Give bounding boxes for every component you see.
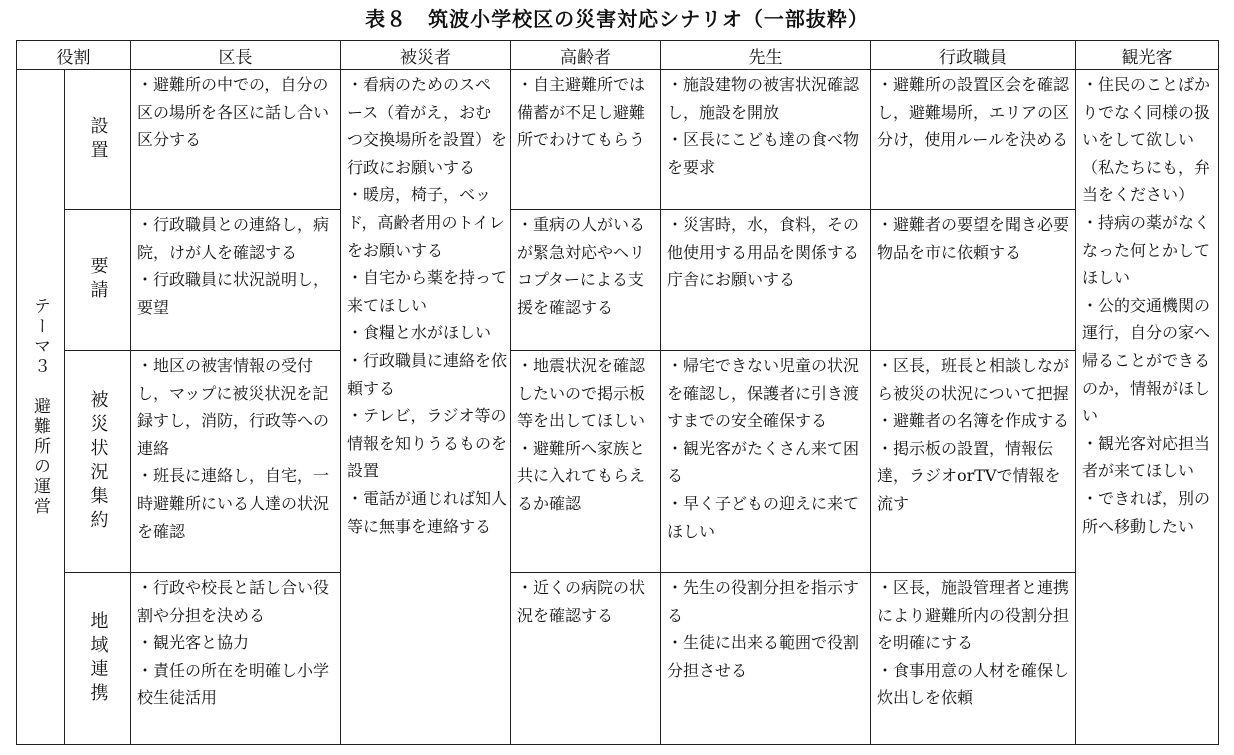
- header-row: [17, 41, 1219, 70]
- bullet-item: ・生徒に出来る範囲で役割分担させる: [667, 633, 860, 680]
- header-tourist: 観光客: [1076, 41, 1219, 70]
- cell-admin-request: [871, 210, 1076, 351]
- theme-label: テーマ３ 避難所の運営: [30, 297, 50, 517]
- bullet-item: ・班長に連絡し，自宅，一時避難所にいる人達の状況を確認: [137, 466, 330, 541]
- table-title: 表８ 筑波小学校区の災害対応シナリオ（一部抜粋）: [365, 7, 869, 31]
- cell-elderly-region: [511, 573, 661, 745]
- bullet-item: ・避難者の要望を聞き必要物品を市に依頼する: [877, 215, 1070, 262]
- row-setup: [17, 70, 1219, 210]
- row-region: [17, 573, 1219, 745]
- bullet-item: ・行政職員に状況説明し，要望: [137, 270, 330, 317]
- phase-label: 要請: [87, 256, 109, 304]
- phase-setup: [65, 70, 131, 210]
- bullet-item: ・持病の薬がなくなった何とかしてほしい: [1082, 212, 1211, 288]
- cell-admin-status: [871, 351, 1076, 573]
- bullet-item: ・避難所の設置区会を確認し，避難場所，エリアの区分け，使用ルールを決める: [877, 75, 1070, 150]
- bullet-item: ・公的交通機関の運行，自分の家へ帰ることができるのか，情報がほしい: [1082, 295, 1211, 426]
- bullet-item: ・災害時，水，食料，その他使用する用品を関係する庁舎にお願いする: [667, 215, 860, 290]
- bullet-item: ・帰宅できない児童の状況を確認し，保護者に引き渡すまでの安全確保する: [667, 356, 860, 431]
- bullet-item: ・自主避難所では備蓄が不足し避難所でわけてもらう: [517, 75, 646, 150]
- phase-status: [65, 351, 131, 573]
- cell-tourist: [1076, 70, 1219, 745]
- cell-admin-setup: [871, 70, 1076, 210]
- cell-elderly-setup: [511, 70, 661, 210]
- bullet-item: ・電話が通じれば知人等に無事を連絡する: [347, 488, 508, 536]
- bullet-item: ・避難者の名簿を作成する: [877, 411, 1070, 431]
- bullet-item: ・地区の被害情報の受付し，マップに被災状況を記録すし，消防，行政等への連絡: [137, 356, 330, 458]
- bullet-item: ・重病の人がいるが緊急対応やヘリコプターによる支援を確認する: [517, 215, 646, 317]
- bullet-item: ・観光客対応担当者が来てほしい: [1082, 433, 1211, 481]
- bullet-item: ・住民のことばかりでなく同様の扱いをして欲しい（私たちにも，弁当をください）: [1082, 75, 1211, 205]
- cell-chief-setup: [131, 70, 341, 210]
- cell-teacher-request: [661, 210, 871, 351]
- bullet-item: ・暖房，椅子，ベッド，高齢者用のトイレをお願いする: [347, 185, 505, 260]
- bullet-item: ・掲示板の設置，情報伝達，ラジオorTVで情報を流す: [877, 438, 1061, 513]
- phase-request: [65, 210, 131, 351]
- row-status: [17, 351, 1219, 573]
- row-request: [17, 210, 1219, 351]
- bullet-item: ・自宅から薬を持って来てほしい: [347, 268, 508, 315]
- cell-chief-status: [131, 351, 341, 573]
- header-chief: 区長: [131, 41, 341, 70]
- bullet-item: ・先生の役割分担を指示する: [667, 578, 860, 625]
- bullet-item: ・できれば，別の所へ移動したい: [1082, 488, 1211, 536]
- bullet-item: ・食糧と水がほしい: [347, 323, 492, 343]
- bullet-item: ・施設建物の被害状況確認し，施設を開放: [667, 75, 860, 122]
- header-role: 役割: [17, 41, 131, 70]
- cell-teacher-region: [661, 573, 871, 745]
- cell-admin-region: [871, 573, 1076, 745]
- theme-cell: [17, 70, 65, 745]
- cell-elderly-status: [511, 351, 661, 573]
- bullet-item: ・区長，班長と相談しながら被災の状況について把握: [877, 356, 1070, 403]
- scenario-table: [16, 40, 1219, 745]
- bullet-item: ・観光客がたくさん来て困る: [667, 438, 860, 486]
- cell-chief-request: [131, 210, 341, 351]
- bullet-item: ・観光客と協力: [137, 633, 250, 653]
- bullet-item: ・責任の所在を明確し小学校生徒活用: [137, 660, 330, 708]
- bullet-item: ・行政職員に連絡を依頼する: [347, 350, 508, 398]
- bullet-item: ・区長，施設管理者と連携により避難所内の役割分担を明確にする: [877, 578, 1070, 653]
- bullet-item: ・看病のためのスペース（着がえ，おむつ交換場所を設置）を行政にお願いする: [347, 75, 508, 177]
- cell-teacher-status: [661, 351, 871, 573]
- bullet-item: ・早く子どもの迎えに来てほしい: [667, 493, 860, 541]
- header-elderly: 高齢者: [511, 41, 661, 70]
- header-victim: 被災者: [341, 41, 511, 70]
- phase-label: 地域連携: [87, 610, 109, 707]
- cell-elderly-request: [511, 210, 661, 351]
- cell-chief-region: [131, 573, 341, 745]
- header-teacher: 先生: [661, 41, 871, 70]
- phase-label: 設置: [87, 115, 109, 164]
- bullet-item: ・テレビ，ラジオ等の情報を知りうるものを設置: [347, 406, 508, 481]
- phase-label: 被災状況集約: [87, 389, 109, 534]
- cell-victim: [341, 70, 511, 745]
- header-admin: 行政職員: [871, 41, 1076, 70]
- bullet-item: ・区長にこども達の食べ物を要求: [667, 130, 860, 177]
- bullet-item: ・行政や校長と話し合い役割や分担を決める: [137, 578, 330, 625]
- bullet-item: ・食事用意の人材を確保し炊出しを依頼: [877, 660, 1070, 708]
- bullet-item: ・行政職員との連絡し，病院，けが人を確認する: [137, 215, 330, 262]
- bullet-item: ・近くの病院の状況を確認する: [517, 578, 646, 625]
- bullet-item: ・避難所の中での，自分の区の場所を各区に話し合い区分する: [137, 75, 330, 150]
- cell-teacher-setup: [661, 70, 871, 210]
- bullet-item: ・地震状況を確認したいので掲示板等を出してほしい: [517, 356, 646, 431]
- phase-region: [65, 573, 131, 745]
- bullet-item: ・避難所へ家族と共に入れてもらえるか確認: [517, 438, 646, 513]
